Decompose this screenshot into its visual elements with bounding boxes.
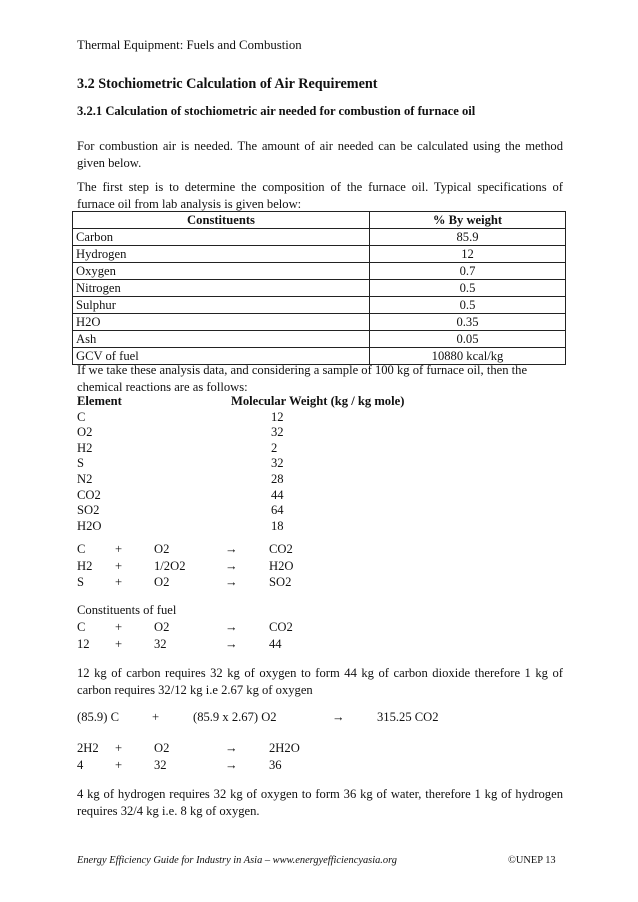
arrow-icon: → xyxy=(225,757,238,772)
plus-sign: + xyxy=(152,710,160,724)
reactant-2: O2 xyxy=(154,741,170,755)
product: 44 xyxy=(269,636,282,651)
fuel-reaction-equations xyxy=(77,619,477,652)
constituent-value: 0.05 xyxy=(370,331,566,348)
reactant-2: 1/2O2 xyxy=(154,558,186,573)
constituent-value: 10880 kcal/kg xyxy=(370,348,566,365)
product: CO2 xyxy=(269,620,293,634)
arrow-icon: → xyxy=(225,636,238,651)
reactant-1: C xyxy=(77,620,86,634)
element-symbol: N2 xyxy=(77,471,93,486)
reactant-1: S xyxy=(77,575,85,589)
list-item xyxy=(77,425,497,441)
element-weight: 12 xyxy=(271,409,284,424)
reaction-row xyxy=(77,757,477,774)
constituents-of-fuel-label: Constituents of fuel xyxy=(77,603,177,617)
page-header: Thermal Equipment: Fuels and Combustion xyxy=(77,38,302,52)
list-item xyxy=(77,488,497,504)
product: CO2 xyxy=(269,542,293,556)
constituent-name: GCV of fuel xyxy=(73,348,370,365)
element-weight: 44 xyxy=(271,487,284,502)
column-header-constituents: Constituents xyxy=(73,212,370,229)
column-header-weight: % By weight xyxy=(370,212,566,229)
constituent-name: Ash xyxy=(73,331,370,348)
arrow-icon: → xyxy=(225,575,238,589)
intro-line-1: For combustion air is needed. The amount of air needed can be calculated using the method xyxy=(77,139,563,153)
element-weight: 18 xyxy=(271,518,284,533)
product: 36 xyxy=(269,757,282,772)
reaction-row xyxy=(77,709,477,726)
constituent-value: 0.5 xyxy=(370,280,566,297)
reaction-row xyxy=(77,636,477,653)
arrow-icon: → xyxy=(225,542,238,556)
table-header-row xyxy=(73,212,566,229)
list-item xyxy=(77,410,497,426)
reactant-2: O2 xyxy=(154,542,170,556)
arrow-icon: → xyxy=(225,620,238,634)
reaction-row xyxy=(77,619,477,636)
reactions-intro-line-2: chemical reactions are as follows: xyxy=(77,380,248,394)
carbon-line-1: 12 kg of carbon requires 32 kg of oxygen to form 44 kg of carbon dioxide therefore 1 kg of xyxy=(77,666,563,680)
intro-paragraph xyxy=(77,138,563,172)
carbon-paragraph xyxy=(77,665,563,699)
footer-page-number: ©UNEP 13 xyxy=(508,855,556,866)
reactant-2: O2 xyxy=(154,575,170,589)
composition-line-2: furnace oil from lab analysis is given below: xyxy=(77,197,302,211)
element-weight: 32 xyxy=(271,425,284,440)
constituent-value: 85.9 xyxy=(370,229,566,246)
reactant-1: 2H2 xyxy=(77,741,99,755)
list-item xyxy=(77,472,497,488)
reaction-row xyxy=(77,558,477,575)
carbon-amount: (85.9) C xyxy=(77,710,119,724)
element-symbol: O2 xyxy=(77,425,93,440)
constituent-value: 0.35 xyxy=(370,314,566,331)
reactant-1: 12 xyxy=(77,636,90,651)
constituent-name: Carbon xyxy=(73,229,370,246)
hydrogen-paragraph xyxy=(77,786,563,820)
hydrogen-reaction-equations xyxy=(77,740,477,773)
hydrogen-line-2: requires 32/4 kg i.e. 8 kg of oxygen. xyxy=(77,804,260,818)
element-symbol: CO2 xyxy=(77,487,101,502)
reaction-row xyxy=(77,740,477,757)
constituent-name: H2O xyxy=(73,314,370,331)
element-symbol: H2 xyxy=(77,440,93,455)
reactant-2: 32 xyxy=(154,636,167,651)
reactant-1: H2 xyxy=(77,558,93,573)
product: SO2 xyxy=(269,575,292,589)
list-item xyxy=(77,503,497,519)
composition-line-1: The first step is to determine the composition of the furnace oil. Typical specifications of xyxy=(77,180,563,194)
co2-amount: 315.25 CO2 xyxy=(377,710,439,724)
reactant-1: 4 xyxy=(77,757,84,772)
plus-sign: + xyxy=(115,558,123,573)
weight-header: Molecular Weight (kg / kg mole) xyxy=(231,394,405,408)
plus-sign: + xyxy=(115,757,123,772)
constituent-value: 12 xyxy=(370,246,566,263)
section-heading: 3.2 Stochiometric Calculation of Air Requirement xyxy=(77,76,378,92)
constituent-name: Nitrogen xyxy=(73,280,370,297)
table-row xyxy=(73,314,566,331)
plus-sign: + xyxy=(115,636,123,651)
table-row xyxy=(73,229,566,246)
element-symbol: S xyxy=(77,456,85,471)
constituent-name: Sulphur xyxy=(73,297,370,314)
fuel-spec-table xyxy=(72,211,566,365)
list-item xyxy=(77,456,497,472)
carbon-calculation xyxy=(77,709,477,726)
subsection-heading: 3.2.1 Calculation of stochiometric air needed for combustion of furnace oil xyxy=(77,104,476,118)
reaction-equations xyxy=(77,541,477,591)
footer-source: Energy Efficiency Guide for Industry in Asia – www.energyefficiencyasia.org xyxy=(77,855,397,866)
reaction-row xyxy=(77,574,477,591)
arrow-icon: → xyxy=(225,741,238,755)
plus-sign: + xyxy=(115,542,123,556)
intro-line-2: given below. xyxy=(77,156,142,170)
arrow-icon: → xyxy=(225,558,238,573)
element-weight: 64 xyxy=(271,503,284,518)
constituent-name: Oxygen xyxy=(73,263,370,280)
table-row xyxy=(73,297,566,314)
carbon-line-2: carbon requires 32/12 kg i.e 2.67 kg of oxygen xyxy=(77,683,313,697)
composition-paragraph xyxy=(77,179,563,213)
element-symbol: SO2 xyxy=(77,503,100,518)
element-symbol: H2O xyxy=(77,518,102,533)
list-item xyxy=(77,519,497,535)
element-weight: 28 xyxy=(271,471,284,486)
reactant-2: 32 xyxy=(154,757,167,772)
plus-sign: + xyxy=(115,741,123,755)
constituent-name: Hydrogen xyxy=(73,246,370,263)
list-item xyxy=(77,441,497,457)
element-weight: 2 xyxy=(271,440,278,455)
plus-sign: + xyxy=(115,575,123,589)
table-row xyxy=(73,246,566,263)
reactant-2: O2 xyxy=(154,620,170,634)
molecular-weight-header xyxy=(77,394,497,410)
table-row xyxy=(73,280,566,297)
constituent-value: 0.7 xyxy=(370,263,566,280)
hydrogen-line-1: 4 kg of hydrogen requires 32 kg of oxygen to form 36 kg of water, therefore 1 kg of hydrogen xyxy=(77,787,563,801)
oxygen-amount: (85.9 x 2.67) O2 xyxy=(193,710,277,724)
reactions-intro-line-1: If we take these analysis data, and considering a sample of 100 kg of furnace oil, then the xyxy=(77,363,528,377)
molecular-weight-list xyxy=(77,394,497,534)
reactant-1: C xyxy=(77,542,86,556)
arrow-icon: → xyxy=(332,710,345,724)
table-row xyxy=(73,263,566,280)
element-symbol: C xyxy=(77,409,86,424)
product: H2O xyxy=(269,558,294,573)
reactions-intro-paragraph xyxy=(77,362,563,396)
reaction-row xyxy=(77,541,477,558)
element-weight: 32 xyxy=(271,456,284,471)
constituent-value: 0.5 xyxy=(370,297,566,314)
table-row xyxy=(73,331,566,348)
plus-sign: + xyxy=(115,620,123,634)
element-header: Element xyxy=(77,394,122,408)
product: 2H2O xyxy=(269,741,300,755)
